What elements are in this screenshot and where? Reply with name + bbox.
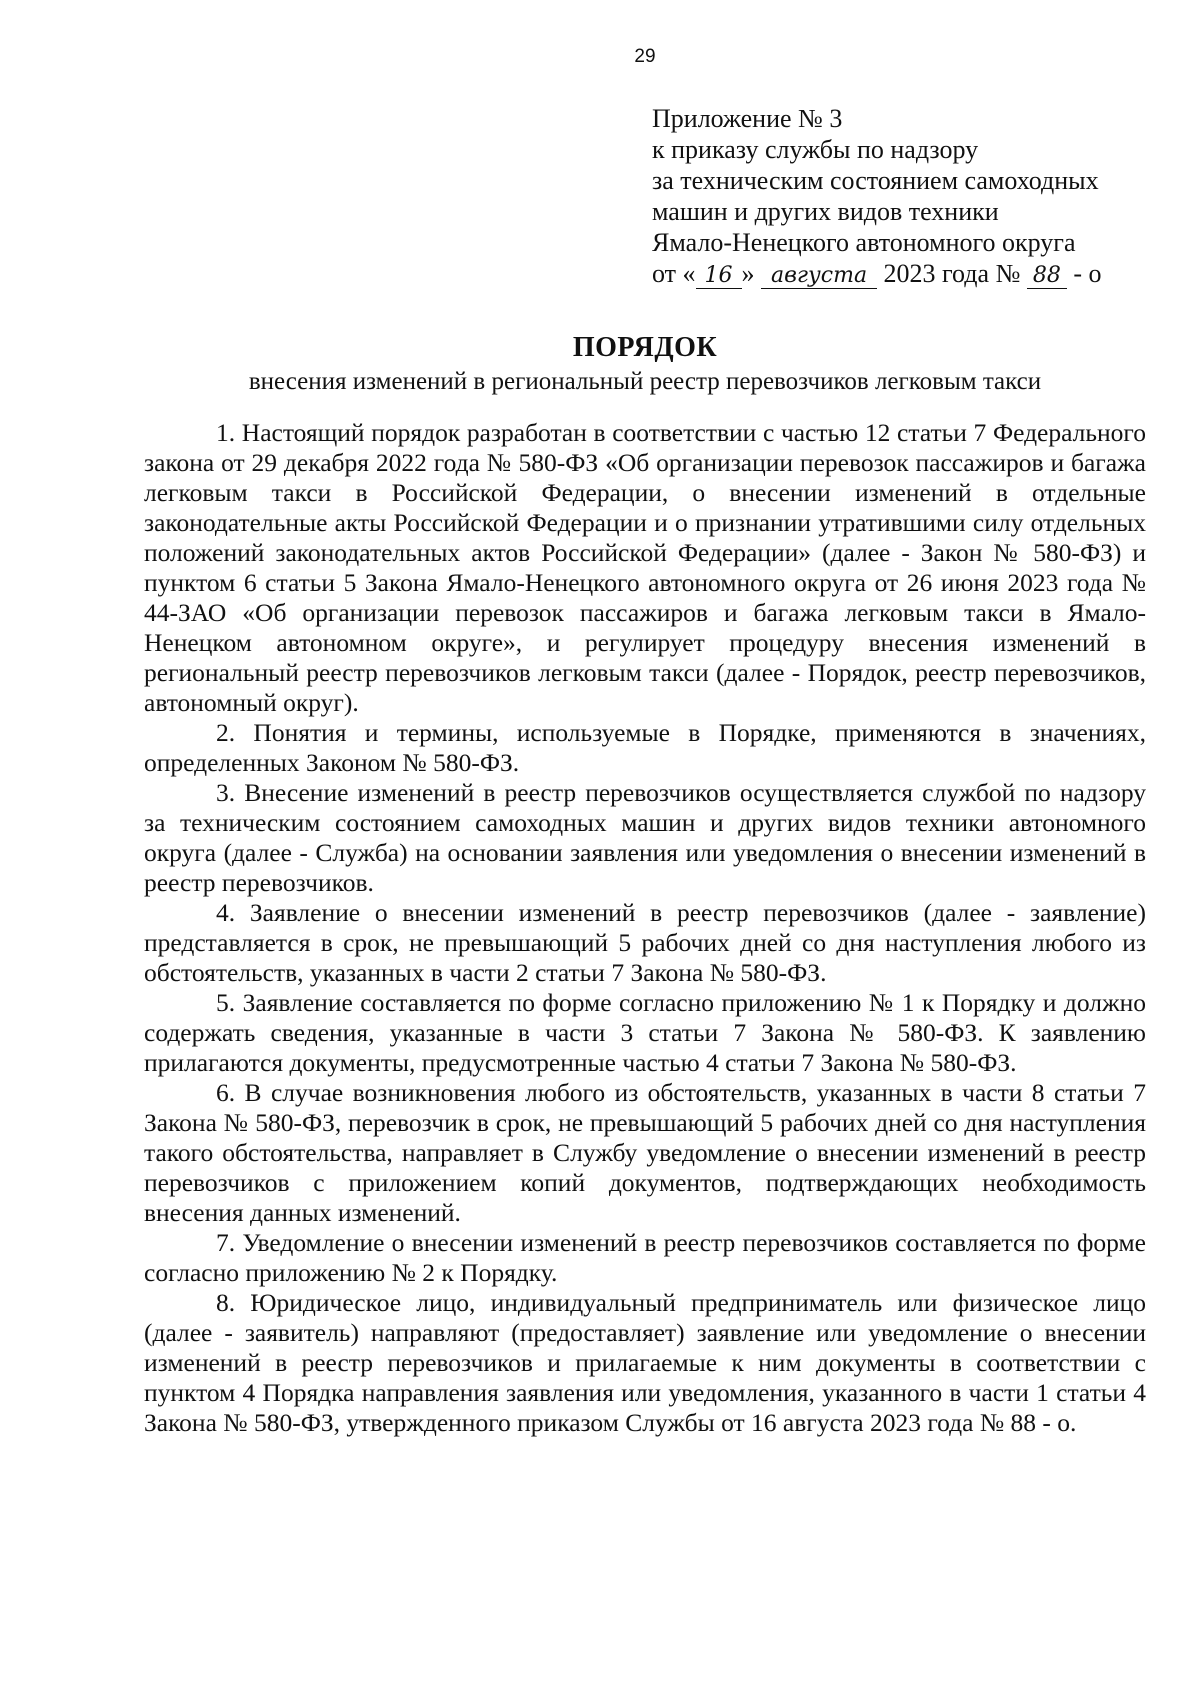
handwritten-day: 16 (696, 264, 742, 289)
appendix-date-line (652, 258, 1172, 289)
appendix-line-4: машин и других видов техники (652, 197, 999, 226)
appendix-header (652, 103, 1172, 289)
date-mid: » (741, 259, 755, 288)
order-suffix: - о (1073, 259, 1102, 288)
handwritten-month: августа (761, 264, 877, 289)
handwritten-order-number: 88 (1027, 264, 1067, 289)
paragraph-2: 2. Понятия и термины, используемые в Порядке, применяются в значениях, определенных Законом № 580-ФЗ. (144, 718, 1146, 777)
document-body (144, 418, 1146, 1438)
paragraph-3: 3. Внесение изменений в реестр перевозчиков осуществляется службой по надзору за техническим состоянием самоходных машин и других видов техники автономного округа (далее - Служба) на основании заявления или уведомления о внесении изменений в реестр перевозчиков. (144, 778, 1146, 897)
paragraph-8: 8. Юридическое лицо, индивидуальный предприниматель или физическое лицо (далее - заявитель) направляют (предоставляет) заявление или уведомление о внесении изменений в реестр перевозчиков и прилагаемые к ним документы в соответствии с пунктом 4 Порядка направления заявления или уведомления, указанного в части 1 статьи 4 Закона № 580-ФЗ, утвержденного приказом Службы от 16 августа 2023 года № 88 - о. (144, 1288, 1146, 1437)
appendix-line-3: за техническим состоянием самоходных (652, 166, 1099, 195)
document-subtitle: внесения изменений в региональный реестр перевозчиков легковым такси (248, 368, 1042, 395)
appendix-line-1: Приложение № 3 (652, 104, 843, 133)
document-title: ПОРЯДОК (572, 332, 718, 363)
appendix-line-5: Ямало-Ненецкого автономного округа (652, 228, 1076, 257)
paragraph-4: 4. Заявление о внесении изменений в реестр перевозчиков (далее - заявление) представляется в срок, не превышающий 5 рабочих дней со дня наступления любого из обстоятельств, указанных в части 2 статьи 7 Закона № 580-ФЗ. (144, 898, 1146, 987)
year-text: 2023 года № (883, 259, 1021, 288)
paragraph-6: 6. В случае возникновения любого из обстоятельств, указанных в части 8 статьи 7 Закона № 580-ФЗ, перевозчик в срок, не превышающий 5 рабочих дней со дня наступления такого обстоятельства, направляет в Службу уведомление о внесении изменений в реестр перевозчиков с приложением копий документов, подтверждающих необходимость внесения данных изменений. (144, 1078, 1146, 1227)
paragraph-5: 5. Заявление составляется по форме согласно приложению № 1 к Порядку и должно содержать сведения, указанные в части 3 статьи 7 Закона № 580-ФЗ. К заявлению прилагаются документы, предусмотренные частью 4 статьи 7 Закона № 580-ФЗ. (144, 988, 1146, 1077)
date-prefix: от « (652, 259, 696, 288)
paragraph-7: 7. Уведомление о внесении изменений в реестр перевозчиков составляется по форме согласно приложению № 2 к Порядку. (144, 1228, 1146, 1287)
paragraph-1: 1. Настоящий порядок разработан в соответствии с частью 12 статьи 7 Федерального закона от 29 декабря 2022 года № 580-ФЗ «Об организации перевозок пассажиров и багажа легковым такси в Российской Федерации, о внесении изменений в отдельные законодательные акты Российской Федерации и о признании утратившими силу отдельных положений законодательных актов Российской Федерации» (далее - Закон № 580-ФЗ) и пунктом 6 статьи 5 Закона Ямало-Ненецкого автономного округа от 26 июня 2023 года № 44-ЗАО «Об организации перевозок пассажиров и багажа легковым такси в Ямало-Ненецком автономном округе», и регулирует процедуру внесения изменений в региональный реестр перевозчиков легковым такси (далее - Порядок, реестр перевозчиков, автономный округ). (144, 418, 1146, 717)
page-number: 29 (634, 46, 656, 67)
appendix-line-2: к приказу службы по надзору (652, 135, 979, 164)
